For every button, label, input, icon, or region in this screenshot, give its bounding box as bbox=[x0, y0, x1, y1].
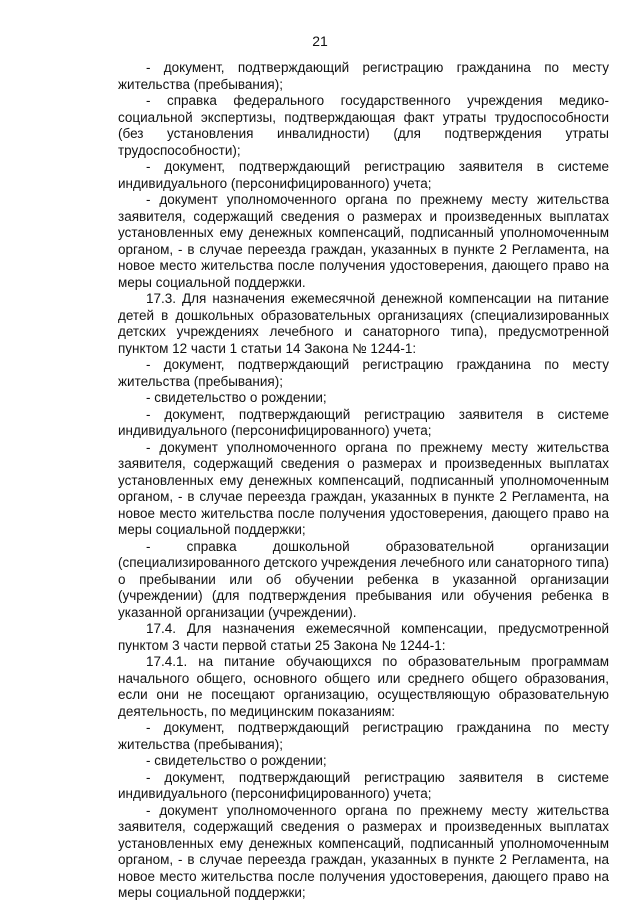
list-item: - документ, подтверждающий регистрацию заявителя в системе индивидуального (персонифицированного) учета; bbox=[118, 769, 609, 801]
list-item: - свидетельство о рождении; bbox=[146, 390, 327, 405]
list-item: - свидетельство о рождении; bbox=[146, 753, 327, 768]
list-item: - документ, подтверждающий регистрацию гражданина по месту жительства (пребывания); bbox=[118, 60, 609, 92]
list-item: - справка федерального государственного учреждения медико-социальной экспертизы, подтверждающая факт утраты трудоспособности (без установления инвалидности) (для подтверждения утраты трудоспособности); bbox=[118, 93, 609, 158]
list-item: - документ, подтверждающий регистрацию заявителя в системе индивидуального (персонифицированного) учета; bbox=[118, 406, 609, 438]
list-item: - документ, подтверждающий регистрацию гражданина по месту жительства (пребывания); bbox=[118, 357, 609, 389]
list-item: - документ уполномоченного органа по прежнему месту жительства заявителя, содержащий сведения о размерах и произведенных выплатах установленных ему денежных компенсаций, подписанный уполномоченным органом, - в случае переезда граждан, указанных в пункте 2 Регламента, на новое место жительства после получения удостоверения, дающего право на меры социальной поддержки; bbox=[118, 439, 609, 537]
section-paragraph: 17.3. Для назначения ежемесячной денежной компенсации на питание детей в дошкольных образовательных организациях (специализированных детских учреждениях лечебного и санаторного типа), предусмотренной пунктом 12 части 1 статьи 14 Закона № 1244-1: bbox=[118, 291, 609, 356]
list-item: - документ, подтверждающий регистрацию гражданина по месту жительства (пребывания); bbox=[118, 720, 609, 752]
list-item: - документ уполномоченного органа по прежнему месту жительства заявителя, содержащий сведения о размерах и произведенных выплатах установленных ему денежных компенсаций, подписанный уполномоченным органом, - в случае переезда граждан, указанных в пункте 2 Регламента, на новое место жительства после получения удостоверения, дающего право на меры социальной поддержки. bbox=[118, 192, 609, 290]
section-paragraph: 17.4. Для назначения ежемесячной компенсации, предусмотренной пунктом 3 части первой статьи 25 Закона № 1244-1: bbox=[118, 621, 609, 653]
document-body bbox=[118, 60, 609, 902]
subsection-paragraph: 17.4.1. на питание обучающихся по образовательным программам начального общего, основного общего или среднего общего образования, если они не посещают организацию, осуществляющую образовательную деятельность, по медицинским показаниям: bbox=[118, 654, 609, 719]
page-number: 21 bbox=[312, 33, 328, 49]
list-item: - справка дошкольной образовательной организации (специализированного детского учреждения лечебного или санаторного типа) о пребывании или об обучении ребенка в указанной организации (учреждении) (для подтверждения пребывания или обучения ребенка в указанной организации (учреждении). bbox=[118, 538, 609, 620]
list-item: - документ уполномоченного органа по прежнему месту жительства заявителя, содержащий сведения о размерах и произведенных выплатах установленных ему денежных компенсаций, подписанный уполномоченным органом, - в случае переезда граждан, указанных в пункте 2 Регламента, на новое место жительства после получения удостоверения, дающего право на меры социальной поддержки; bbox=[118, 802, 609, 900]
list-item: - документ, подтверждающий регистрацию заявителя в системе индивидуального (персонифицированного) учета; bbox=[118, 159, 609, 191]
